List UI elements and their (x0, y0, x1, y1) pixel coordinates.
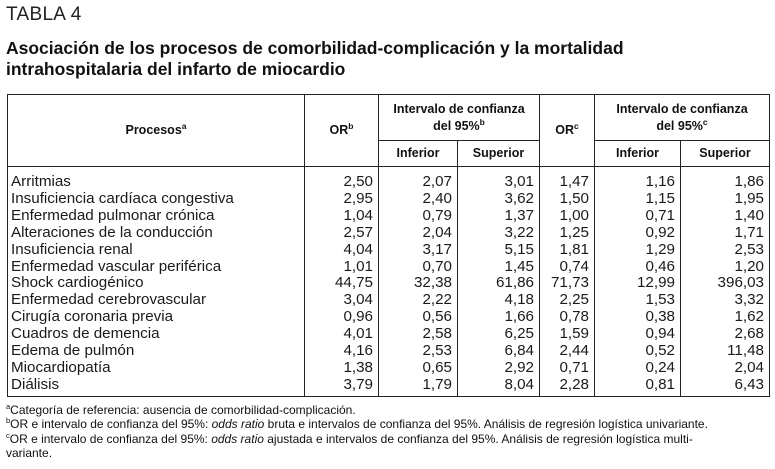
table-row (8, 191, 770, 208)
cell-or-adjusted: 2,44 (540, 343, 595, 360)
cell-ci-upper-adjusted: 2,04 (681, 360, 770, 377)
cell-ci-lower-crude: 0,79 (379, 208, 458, 225)
cell-ci-upper-crude: 1,37 (458, 208, 540, 225)
table-row (8, 360, 770, 377)
cell-proceso: Enfermedad vascular periférica (8, 259, 305, 276)
cell-ci-lower-crude: 2,22 (379, 292, 458, 309)
cell-ci-upper-crude: 6,84 (458, 343, 540, 360)
cell-or-adjusted: 1,59 (540, 326, 595, 343)
header-procesos: Procesos$^a$ (8, 95, 305, 167)
cell-ci-lower-adjusted: 1,53 (595, 292, 681, 309)
header-superior-crude: Superior (458, 141, 540, 167)
table-header (8, 95, 770, 167)
cell-or-adjusted: 2,25 (540, 292, 595, 309)
cell-ci-lower-adjusted: 12,99 (595, 275, 681, 292)
cell-or-crude: 3,04 (305, 292, 379, 309)
results-table (7, 94, 770, 397)
table-row (8, 377, 770, 396)
cell-or-crude: 0,96 (305, 309, 379, 326)
cell-ci-lower-adjusted: 1,16 (595, 174, 681, 191)
cell-ci-lower-crude: 2,07 (379, 174, 458, 191)
cell-or-crude: 2,95 (305, 191, 379, 208)
table-row (8, 242, 770, 259)
cell-ci-lower-crude: 1,79 (379, 377, 458, 396)
header-or-crude: $OR^b$ (305, 95, 379, 167)
cell-ci-lower-adjusted: 0,92 (595, 225, 681, 242)
table-row (8, 309, 770, 326)
cell-or-adjusted: 1,50 (540, 191, 595, 208)
cell-ci-lower-crude: 2,04 (379, 225, 458, 242)
cell-or-adjusted: 1,00 (540, 208, 595, 225)
cell-proceso: Insuficiencia cardíaca congestiva (8, 191, 305, 208)
cell-or-adjusted: 0,71 (540, 360, 595, 377)
cell-ci-lower-adjusted: 0,81 (595, 377, 681, 396)
cell-ci-upper-crude: 2,92 (458, 360, 540, 377)
cell-ci-upper-crude: 5,15 (458, 242, 540, 259)
cell-ci-upper-crude: 61,86 (458, 275, 540, 292)
cell-ci-upper-crude: 6,25 (458, 326, 540, 343)
cell-ci-lower-adjusted: 1,15 (595, 191, 681, 208)
caption-line-2: intrahospitalaria del infarto de miocardio (6, 59, 346, 79)
cell-ci-upper-crude: 1,45 (458, 259, 540, 276)
table-row (8, 275, 770, 292)
header-superior-adjusted: Superior (681, 141, 770, 167)
cell-or-crude: 1,01 (305, 259, 379, 276)
cell-ci-upper-crude: 4,18 (458, 292, 540, 309)
cell-ci-lower-crude: 0,70 (379, 259, 458, 276)
cell-ci-upper-crude: 3,62 (458, 191, 540, 208)
cell-ci-lower-crude: 0,65 (379, 360, 458, 377)
cell-proceso: Insuficiencia renal (8, 242, 305, 259)
table-row (8, 326, 770, 343)
cell-ci-upper-adjusted: 2,68 (681, 326, 770, 343)
cell-proceso: Edema de pulmón (8, 343, 305, 360)
cell-ci-lower-crude: 32,38 (379, 275, 458, 292)
cell-or-crude: 1,38 (305, 360, 379, 377)
cell-or-crude: 44,75 (305, 275, 379, 292)
cell-ci-upper-crude: 3,01 (458, 174, 540, 191)
header-inferior-crude: Inferior (379, 141, 458, 167)
cell-or-crude: 2,50 (305, 174, 379, 191)
caption-line-1: Asociación de los procesos de comorbilidad-complicación y la mortalidad (6, 38, 624, 58)
cell-ci-upper-adjusted: 1,62 (681, 309, 770, 326)
cell-ci-lower-crude: 2,40 (379, 191, 458, 208)
footnote-b: $^b$OR e intervalo de confianza del 95%: odds ratio bruta e intervalos de confianza del 95%. Análisis de regresión logística univariante. (6, 416, 708, 432)
table-row (8, 292, 770, 309)
cell-proceso: Enfermedad cerebrovascular (8, 292, 305, 309)
cell-or-crude: 4,01 (305, 326, 379, 343)
cell-ci-lower-adjusted: 0,94 (595, 326, 681, 343)
cell-or-crude: 1,04 (305, 208, 379, 225)
cell-ci-upper-crude: 3,22 (458, 225, 540, 242)
footnote-a: $^a$Categoría de referencia: ausencia de comorbilidad-complicación. (6, 402, 356, 417)
cell-proceso: Diálisis (8, 377, 305, 396)
cell-ci-upper-adjusted: 1,71 (681, 225, 770, 242)
cell-or-adjusted: 1,81 (540, 242, 595, 259)
cell-or-adjusted: 71,73 (540, 275, 595, 292)
cell-or-crude: 2,57 (305, 225, 379, 242)
cell-or-adjusted: 1,47 (540, 174, 595, 191)
cell-proceso: Enfermedad pulmonar crónica (8, 208, 305, 225)
table-row (8, 208, 770, 225)
cell-ci-upper-adjusted: 1,20 (681, 259, 770, 276)
table-row (8, 343, 770, 360)
cell-ci-upper-adjusted: 1,40 (681, 208, 770, 225)
header-ci-adjusted: Intervalo de confianza del 95%$^c$ (595, 95, 770, 141)
cell-ci-lower-crude: 2,53 (379, 343, 458, 360)
table-row (8, 259, 770, 276)
cell-ci-lower-adjusted: 1,29 (595, 242, 681, 259)
footnote-c: $^c$OR e intervalo de confianza del 95%: odds ratio ajustada e intervalos de confianza del 95%. Análisis de regresión logística multi- variante. (6, 430, 693, 460)
cell-or-adjusted: 1,25 (540, 225, 595, 242)
cell-proceso: Arritmias (8, 174, 305, 191)
table-caption (6, 38, 766, 80)
cell-or-crude: 4,16 (305, 343, 379, 360)
footnotes (6, 403, 771, 460)
cell-or-adjusted: 2,28 (540, 377, 595, 396)
cell-proceso: Alteraciones de la conducción (8, 225, 305, 242)
cell-ci-upper-adjusted: 1,86 (681, 174, 770, 191)
cell-ci-upper-adjusted: 396,03 (681, 275, 770, 292)
cell-proceso: Shock cardiogénico (8, 275, 305, 292)
table-label: TABLA 4 (6, 4, 82, 25)
cell-proceso: Cirugía coronaria previa (8, 309, 305, 326)
cell-proceso: Miocardiopatía (8, 360, 305, 377)
cell-ci-upper-adjusted: 11,48 (681, 343, 770, 360)
cell-ci-lower-adjusted: 0,71 (595, 208, 681, 225)
cell-ci-upper-adjusted: 3,32 (681, 292, 770, 309)
cell-ci-upper-crude: 8,04 (458, 377, 540, 396)
cell-ci-lower-crude: 2,58 (379, 326, 458, 343)
cell-ci-lower-crude: 0,56 (379, 309, 458, 326)
cell-or-adjusted: 0,74 (540, 259, 595, 276)
table-body (8, 167, 770, 397)
header-or-adjusted: $OR^c$ (540, 95, 595, 167)
cell-ci-upper-adjusted: 1,95 (681, 191, 770, 208)
cell-ci-upper-adjusted: 6,43 (681, 377, 770, 396)
cell-ci-upper-crude: 1,66 (458, 309, 540, 326)
cell-or-adjusted: 0,78 (540, 309, 595, 326)
cell-ci-lower-crude: 3,17 (379, 242, 458, 259)
cell-ci-lower-adjusted: 0,46 (595, 259, 681, 276)
cell-ci-lower-adjusted: 0,52 (595, 343, 681, 360)
cell-or-crude: 4,04 (305, 242, 379, 259)
cell-proceso: Cuadros de demencia (8, 326, 305, 343)
header-inferior-adjusted: Inferior (595, 141, 681, 167)
cell-or-crude: 3,79 (305, 377, 379, 396)
table-row (8, 174, 770, 191)
header-ci-crude: Intervalo de confianza del 95%$^b$ (379, 95, 540, 141)
cell-ci-upper-adjusted: 2,53 (681, 242, 770, 259)
cell-ci-lower-adjusted: 0,24 (595, 360, 681, 377)
cell-ci-lower-adjusted: 0,38 (595, 309, 681, 326)
results-table-container (7, 94, 769, 397)
table-row (8, 225, 770, 242)
